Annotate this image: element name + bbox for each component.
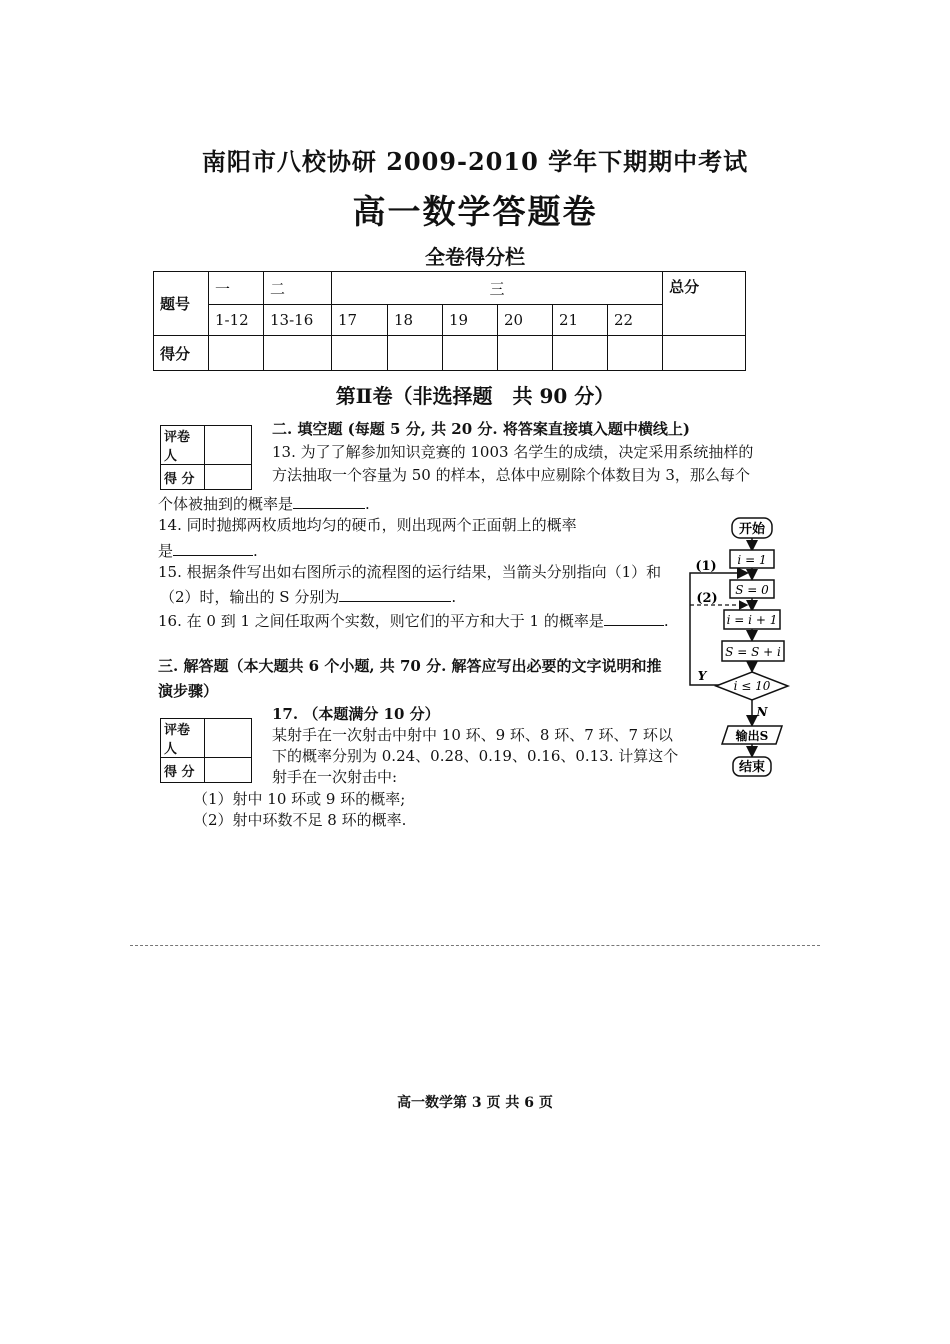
condition-label: i ≤ 10: [733, 679, 771, 693]
q17-sub1: （1）射中 10 环或 9 环的概率;: [193, 790, 406, 808]
grader-score-field[interactable]: [205, 758, 252, 783]
mark-1-label: (1): [695, 559, 717, 574]
exam-title: 南阳市八校协研 2009-2010 学年下期期中考试: [201, 147, 749, 176]
score-cell[interactable]: [443, 336, 498, 371]
q16-line: 16. 在 0 到 1 之间任取两个实数，则它们的平方和大于 1 的概率是 .: [158, 609, 669, 632]
score-cell[interactable]: [498, 336, 553, 371]
fill-in-heading: 二. 填空题 (每题 5 分, 共 20 分. 将答案直接填入题中横线上): [272, 420, 690, 438]
score-cell[interactable]: [332, 336, 388, 371]
reviewer-label: 评卷人: [161, 426, 205, 465]
inc-i-label: i = i + 1: [726, 613, 778, 627]
question-cell: 19: [443, 305, 498, 336]
score-cell[interactable]: [209, 336, 264, 371]
range-cell: 1-12: [209, 305, 264, 336]
flowchart: [680, 510, 810, 785]
grader-box-q17: [160, 718, 252, 783]
grader-box-fill-in: [160, 425, 252, 490]
q13-line1: 13. 为了了解参加知识竞赛的 1003 名学生的成绩，决定采用系统抽样的: [272, 443, 754, 461]
section-2-header: 二: [264, 272, 332, 305]
reviewer-field[interactable]: [205, 426, 252, 465]
score-cell[interactable]: [264, 336, 332, 371]
reviewer-label: 评卷人: [161, 719, 205, 758]
start-label: 开始: [738, 522, 766, 537]
score-row-label: 得分: [154, 336, 209, 371]
init-s-label: S = 0: [735, 583, 769, 597]
q17-title: 17. （本题满分 10 分）: [272, 705, 440, 723]
question-cell: 20: [498, 305, 553, 336]
score-cell[interactable]: [553, 336, 608, 371]
q17-sub2: （2）射中环数不足 8 环的概率.: [193, 811, 407, 829]
mark-2-label: (2): [696, 591, 718, 606]
q15-text: （2）时，输出的 S 分别为: [160, 588, 340, 606]
paper-title: 高一数学答题卷: [352, 192, 598, 231]
question-cell: 21: [553, 305, 608, 336]
q13-line2: 方法抽取一个容量为 50 的样本，总体中应剔除个体数目为 3，那么每个: [272, 466, 750, 484]
q17-line3: 射手在一次射击中:: [272, 768, 398, 786]
q15-line2: （2）时，输出的 S 分别为 .: [160, 585, 456, 608]
q15-answer-blank[interactable]: [339, 585, 451, 602]
score-cell[interactable]: [663, 336, 746, 371]
question-number-header: 题号: [154, 272, 209, 336]
end-label: 结束: [738, 760, 766, 775]
section-2-title: 第Ⅱ卷（非选择题 共 90 分）: [335, 384, 615, 408]
answer-heading-line1: 三. 解答题（本大题共 6 个小题, 共 70 分. 解答应写出必要的文字说明和推: [158, 657, 662, 675]
yes-label: Y: [697, 669, 707, 683]
q14-line1: 14. 同时抛掷两枚质地均匀的硬币，则出现两个正面朝上的概率: [158, 516, 577, 534]
question-cell: 18: [388, 305, 443, 336]
q14-answer-blank[interactable]: [173, 539, 253, 556]
q15-line1: 15. 根据条件写出如右图所示的流程图的运行结果，当箭头分别指向（1）和: [158, 563, 662, 581]
output-label: 输出S: [735, 729, 769, 743]
q13-answer-blank[interactable]: [293, 492, 365, 509]
question-cell: 17: [332, 305, 388, 336]
total-score-header: 总分: [663, 272, 746, 336]
score-table-title: 全卷得分栏: [425, 245, 525, 269]
no-label: N: [756, 705, 768, 719]
q13-text: 个体被抽到的概率是: [158, 495, 294, 513]
section-1-header: 一: [209, 272, 264, 305]
grader-score-label: 得 分: [161, 758, 205, 783]
question-cell: 22: [608, 305, 663, 336]
q16-answer-blank[interactable]: [604, 609, 664, 626]
divider-line: [130, 945, 820, 946]
q17-line2: 下的概率分别为 0.24、0.28、0.19、0.16、0.13. 计算这个: [272, 747, 679, 765]
q14-line2: 是 .: [158, 539, 258, 562]
score-table: [153, 271, 746, 371]
init-i-label: i = 1: [737, 553, 767, 567]
answer-heading-line2: 演步骤）: [158, 682, 219, 700]
q13-line3: 个体被抽到的概率是 .: [158, 492, 370, 515]
grader-score-field[interactable]: [205, 465, 252, 490]
page-footer: 高一数学第 3 页 共 6 页: [397, 1095, 553, 1111]
score-cell[interactable]: [608, 336, 663, 371]
acc-s-label: S = S + i: [725, 645, 781, 659]
section-3-header: 三: [332, 272, 663, 305]
q14-text: 是: [158, 542, 174, 560]
grader-score-label: 得 分: [161, 465, 205, 490]
score-cell[interactable]: [388, 336, 443, 371]
q16-text: 16. 在 0 到 1 之间任取两个实数，则它们的平方和大于 1 的概率是: [158, 612, 604, 630]
q17-line1: 某射手在一次射击中射中 10 环、9 环、8 环、7 环、7 环以: [272, 726, 673, 744]
range-cell: 13-16: [264, 305, 332, 336]
reviewer-field[interactable]: [205, 719, 252, 758]
